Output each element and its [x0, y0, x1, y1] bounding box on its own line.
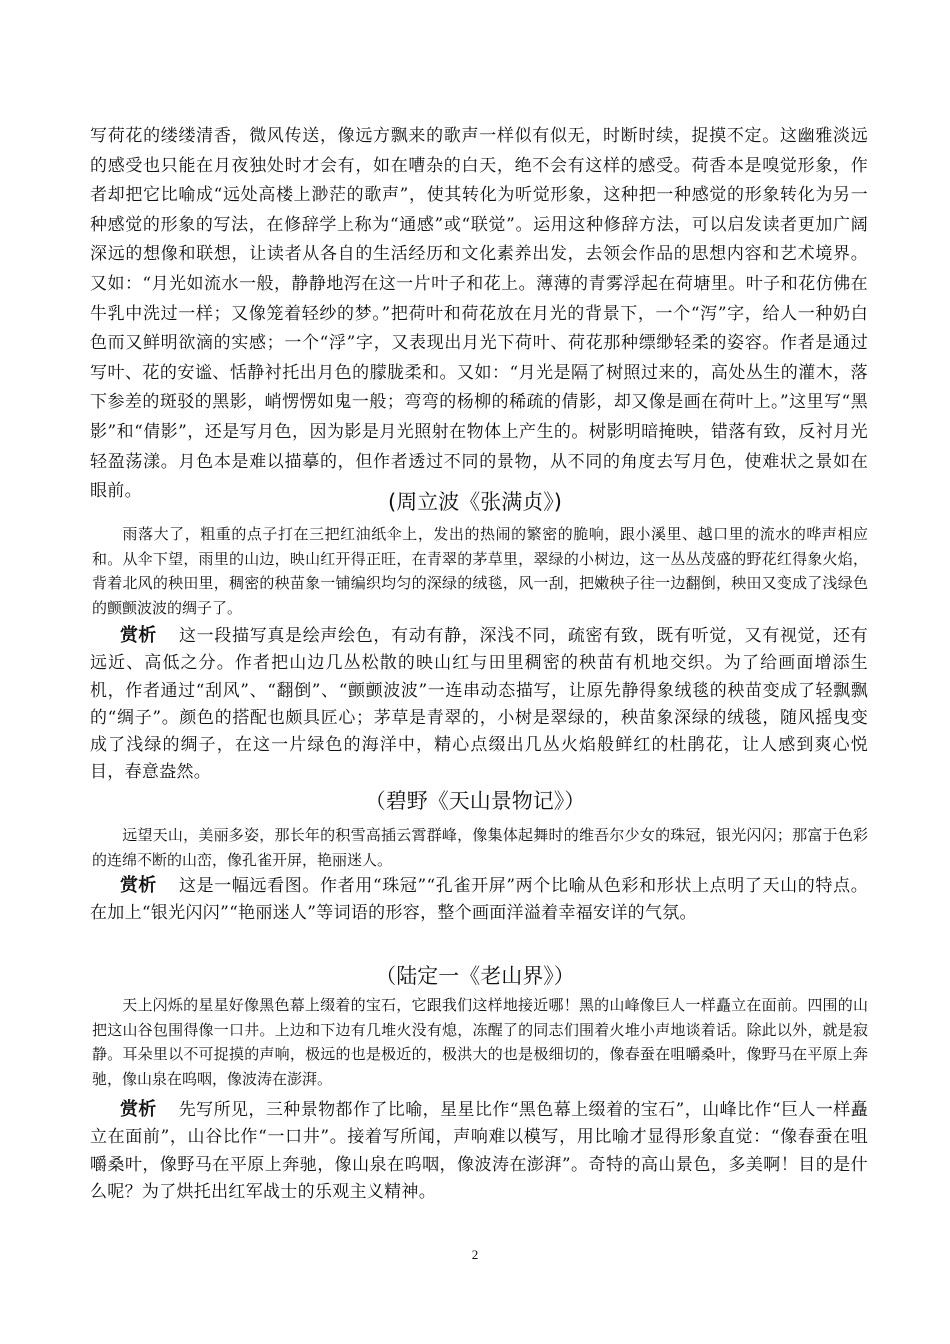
commentary-label-1: 赏析	[120, 625, 157, 646]
commentary-1	[90, 622, 868, 787]
commentary-text-3: 先写所见，三种景物都作了比喻，星星比作“黑色幕上缀着的宝石”，山峰比作“巨人一样矗立在面前”，山谷比作“一口井”。接着写所闻，声响难以模写，用比喻才显得形象直觉：“像春蚕在咀嚼桑叶，像野马在平原上奔驰，像山泉在呜咽，像波涛在澎湃”。奇特的高山景色，多美啊！目的是什么呢？为了烘托出红军战士的乐观主义精神。	[90, 1100, 868, 1202]
excerpt-3	[92, 993, 868, 1091]
excerpt-text-1: 雨落大了，粗重的点子打在三把红油纸伞上，发出的热闹的繁密的脆响，跟小溪里、越口里的流水的哗声相应和。从伞下望，雨里的山边，映山红开得正旺，在青翠的茅草里，翠绿的小树边，这一丛丛茂盛的野花红得象火焰，背着北风的秧田里，稠密的秧苗象一铺编织均匀的深绿的绒毯，风一刮，把嫩秧子往一边翻倒，秧田又变成了浅绿色的颤颤波波的绸子了。	[92, 525, 868, 617]
section-heading-2: （碧野《天山景物记》）	[364, 789, 586, 813]
intro-paragraph: 写荷花的缕缕清香，微风传送，像远方飘来的歌声一样似有似无，时断时续，捉摸不定。这幽雅淡远的感受也只能在月夜独处时才会有，如在嘈杂的白天，绝不会有这样的感受。荷香本是嗅觉形象，作者却把它比喻成“远处高楼上渺茫的歌声”，使其转化为听觉形象，这种把一种感觉的形象转化为另一种感觉的形象的写法，在修辞学上称为“通感”或“联觉”。运用这种修辞方法，可以启发读者更加广阔深远的想像和联想，让读者从各自的生活经历和文化素养出发，去领会作品的思想内容和艺术境界。又如：“月光如流水一般，静静地泻在这一片叶子和花上。薄薄的青雾浮起在荷塘里。叶子和花仿佛在牛乳中洗过一样；又像笼着轻纱的梦。”把荷叶和荷花放在月光的背景下，一个“泻”字，给人一种奶白色而又鲜明欲滴的实感；一个“浮”字，又表现出月光下荷叶、荷花那种缥缈轻柔的姿容。作者是通过写叶、花的安谧、恬静衬托出月色的朦胧柔和。又如：“月光是隔了树照过来的，高处丛生的灌木，落下参差的斑驳的黑影，峭愣愣如鬼一般；弯弯的杨柳的稀疏的倩影，却又像是画在荷叶上。”这里写“黑影”和“倩影”，还是写月色，因为影是月光照射在物体上产生的。树影明暗掩映，错落有致，反衬月光轻盈荡漾。月色本是难以描摹的，但作者透过不同的景物，从不同的角度去写月色，使难状之景如在眼前。	[90, 126, 868, 502]
excerpt-1	[92, 522, 868, 620]
commentary-text-1: 这一段描写真是绘声绘色，有动有静，深浅不同，疏密有致，既有听觉，又有视觉，还有远近、高低之分。作者把山边几丛松散的映山红与田里稠密的秧苗有机地交织。为了给画面增添生机，作者通过“刮风”、“翻倒”、“颤颤波波”一连串动态描写，让原先静得象绒毯的秧苗变成了轻飘飘的“绸子”。颜色的搭配也颇具匠心；茅草是青翠的，小树是翠绿的，秧苗象深绿的绒毯，随风摇曳变成了浅绿的绸子，在这一片绿色的海洋中，精心点缀出几丛火焰般鲜红的杜鹃花，让人感到爽心悦目，春意盎然。	[90, 626, 868, 783]
section-heading-1: (周立波《张满贞》)	[388, 490, 562, 514]
commentary-text-2: 这是一幅远看图。作者用“珠冠”“孔雀开屏”两个比喻从色彩和形状上点明了天山的特点。在加上“银光闪闪”“艳丽迷人”等词语的形容，整个画面洋溢着幸福安详的气氛。	[90, 876, 868, 924]
page-number: 2	[471, 1247, 479, 1262]
excerpt-2	[92, 823, 868, 872]
section-heading-3: （陆定一《老山界》）	[375, 964, 575, 988]
excerpt-text-3: 天上闪烁的星星好像黑色幕上缀着的宝石，它跟我们这样地接近哪！黑的山峰像巨人一样矗立在面前。四围的山把这山谷包围得像一口井。上边和下边有几堆火没有熄，冻醒了的同志们围着火堆小声地谈着话。除此以外，就是寂静。耳朵里以不可捉摸的声响，极远的也是极近的，极洪大的也是极细切的，像春蚕在咀嚼桑叶，像野马在平原上奔驰，像山泉在呜咽，像波涛在澎湃。	[92, 996, 868, 1088]
excerpt-text-2: 远望天山，美丽多姿，那长年的积雪高插云霄群峰，像集体起舞时的维吾尔少女的珠冠，银光闪闪；那富于色彩的连绵不断的山峦，像孔雀开屏，艳丽迷人。	[92, 826, 868, 869]
commentary-label-3: 赏析	[120, 1099, 157, 1120]
commentary-3	[90, 1096, 868, 1206]
commentary-2	[90, 872, 868, 928]
commentary-label-2: 赏析	[120, 875, 157, 896]
